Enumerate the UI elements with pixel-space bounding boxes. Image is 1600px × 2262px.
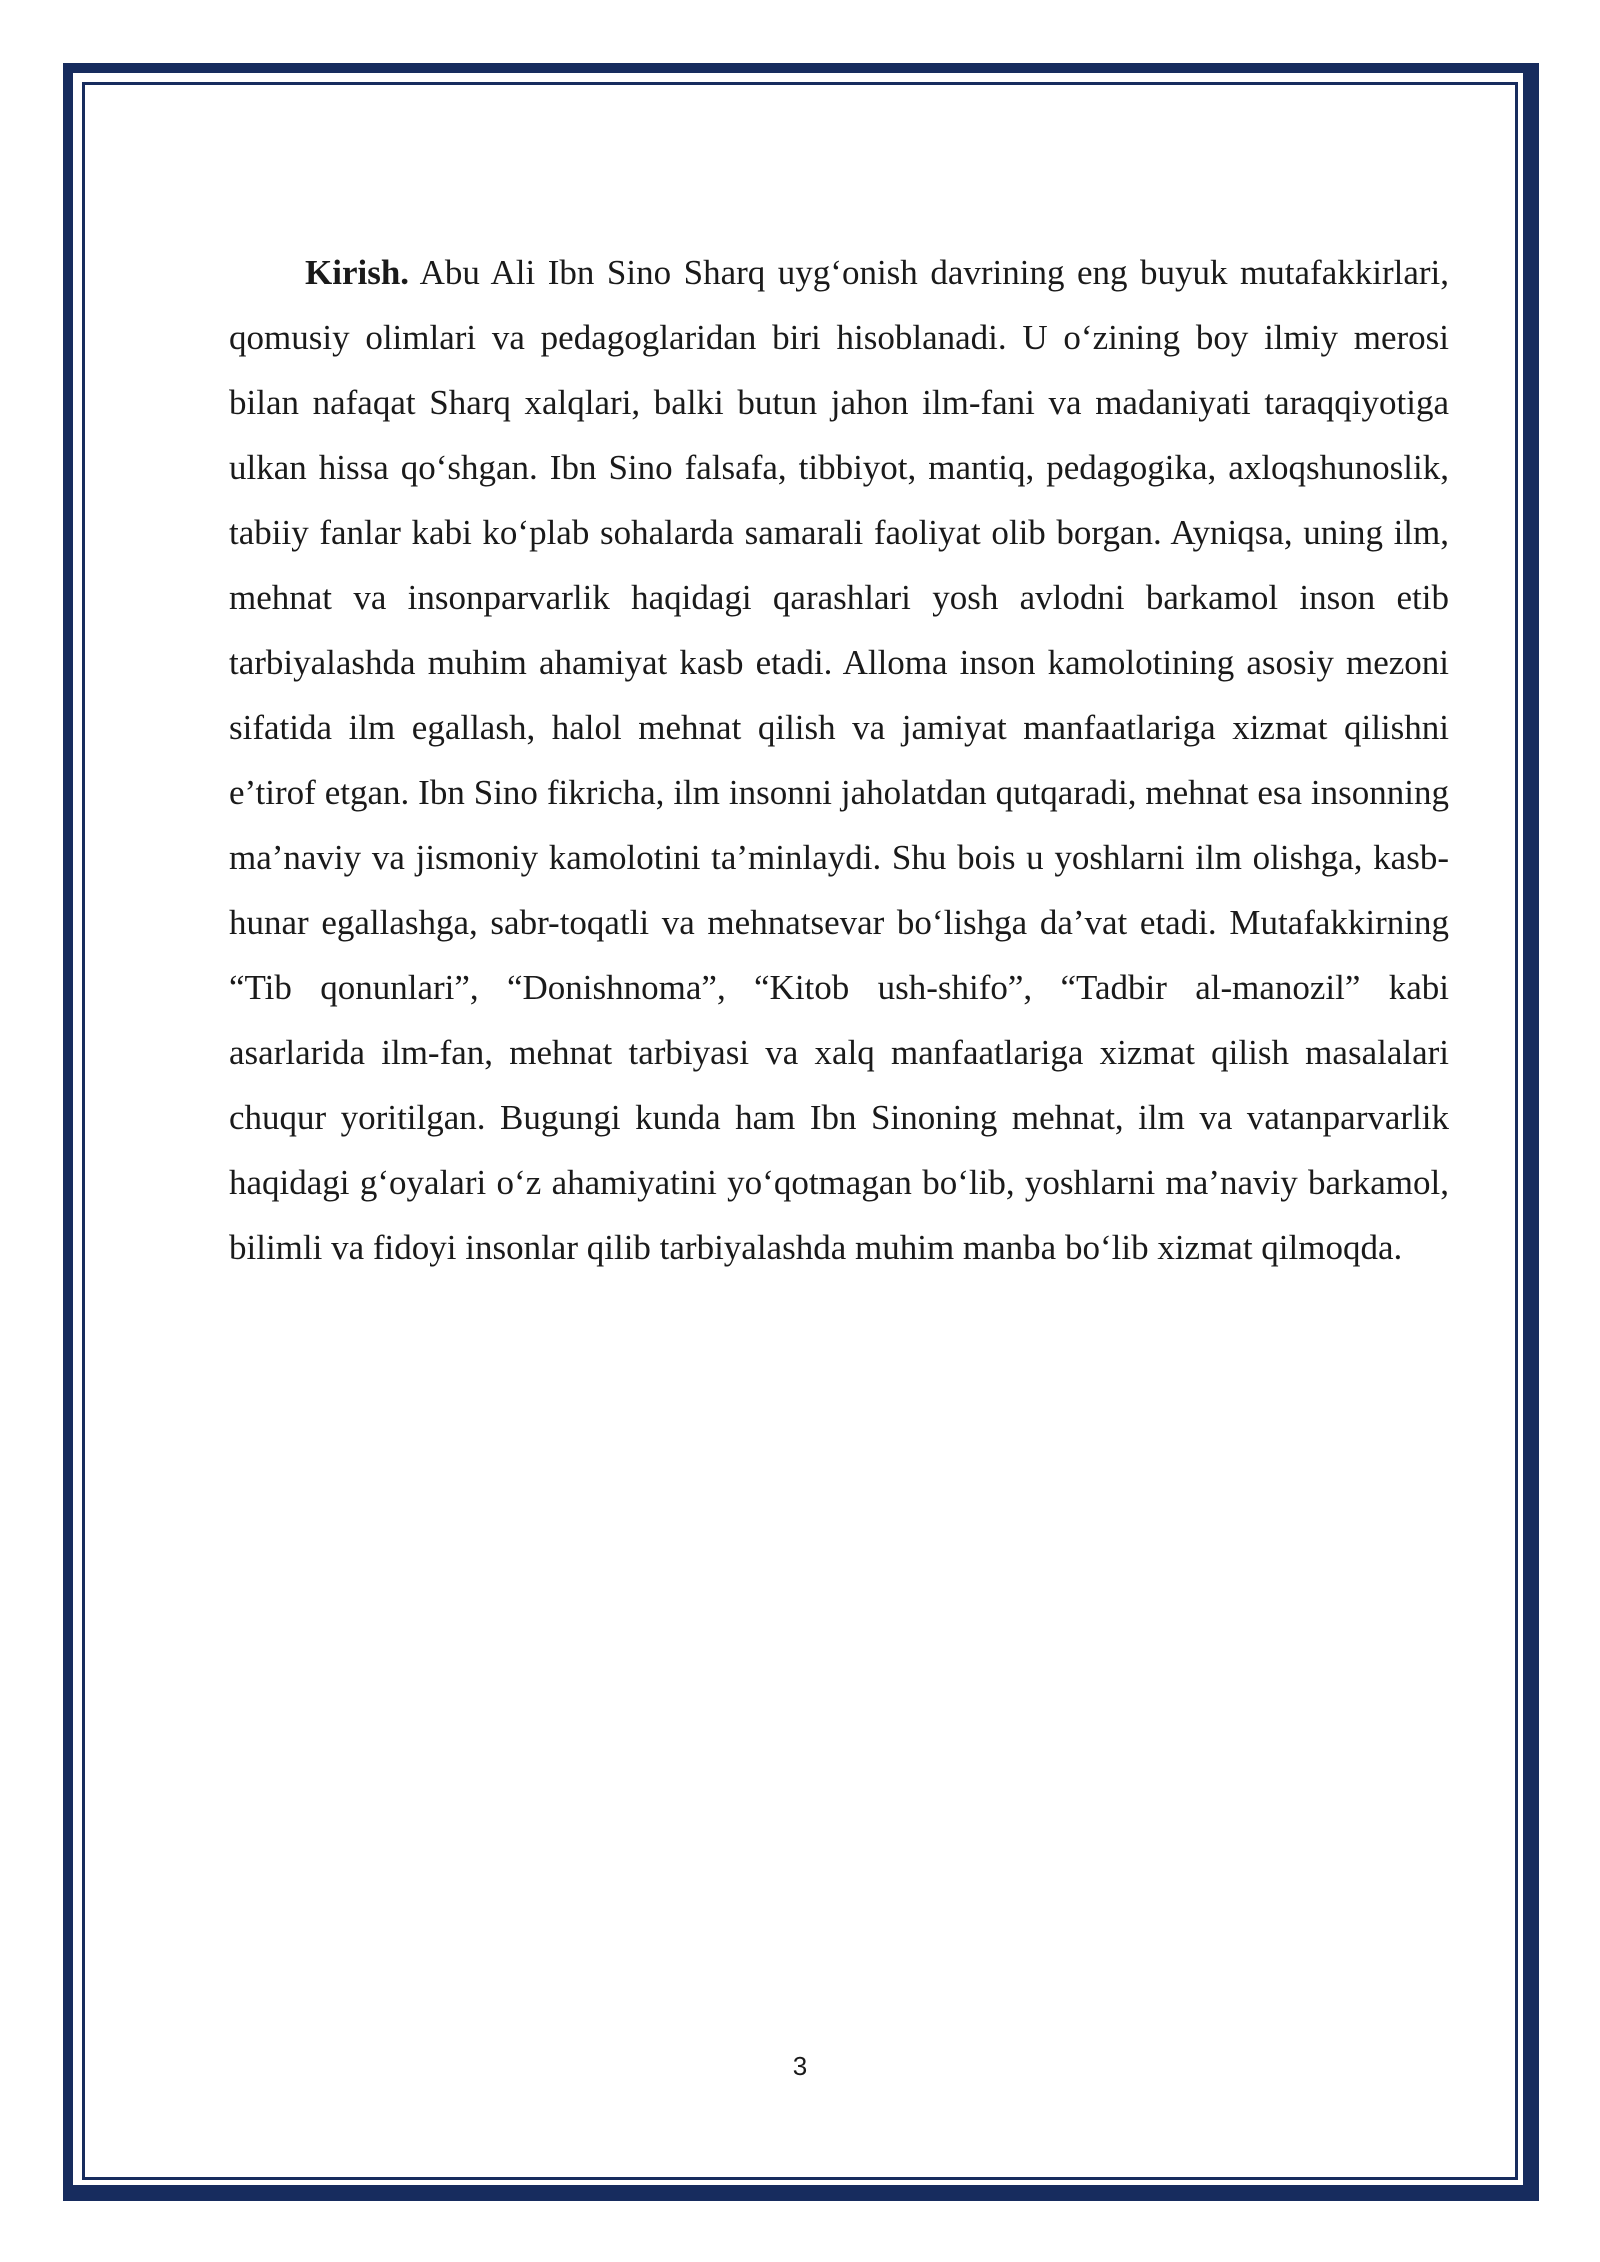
intro-paragraph [229, 240, 1449, 1280]
intro-body-text: Abu Ali Ibn Sino Sharq uyg‘onish davrining eng buyuk mutafakkirlari, qomusiy olimlari va pedagoglaridan biri hisoblanadi. U o‘zining boy ilmiy merosi bilan nafaqat Sharq xalqlari, balki butun jahon ilm-fani va madaniyati taraqqiyotiga ulkan hissa qo‘shgan. Ibn Sino falsafa, tibbiyot, mantiq, pedagogika, axloqshunoslik, tabiiy fanlar kabi ko‘plab sohalarda samarali faoliyat olib borgan. Ayniqsa, uning ilm, mehnat va insonparvarlik haqidagi qarashlari yosh avlodni barkamol inson etib tarbiyalashda muhim ahamiyat kasb etadi. Alloma inson kamolotining asosiy mezoni sifatida ilm egallash, halol mehnat qilish va jamiyat manfaatlariga xizmat qilishni e’tirof etgan. Ibn Sino fikricha, ilm insonni jaholatdan qutqaradi, mehnat esa insonning ma’naviy va jismoniy kamolotini ta’minlaydi. Shu bois u yoshlarni ilm olishga, kasb-hunar egallashga, sabr-toqatli va mehnatsevar bo‘lishga da’vat etadi. Mutafakkirning “Tib qonunlari”, “Donishnoma”, “Kitob ush-shifo”, “Tadbir al-manozil” kabi asarlarida ilm-fan, mehnat tarbiyasi va xalq manfaatlariga xizmat qilish masalalari chuqur yoritilgan. Bugungi kunda ham Ibn Sinoning mehnat, ilm va vatanparvarlik haqidagi g‘oyalari o‘z ahamiyatini yo‘qotmagan bo‘lib, yoshlarni ma’naviy barkamol, bilimli va fidoyi insonlar qilib tarbiyalashda muhim manba bo‘lib xizmat qilmoqda. [229, 253, 1449, 1267]
page-number: 3 [792, 2051, 808, 2081]
intro-heading: Kirish. [305, 253, 410, 292]
